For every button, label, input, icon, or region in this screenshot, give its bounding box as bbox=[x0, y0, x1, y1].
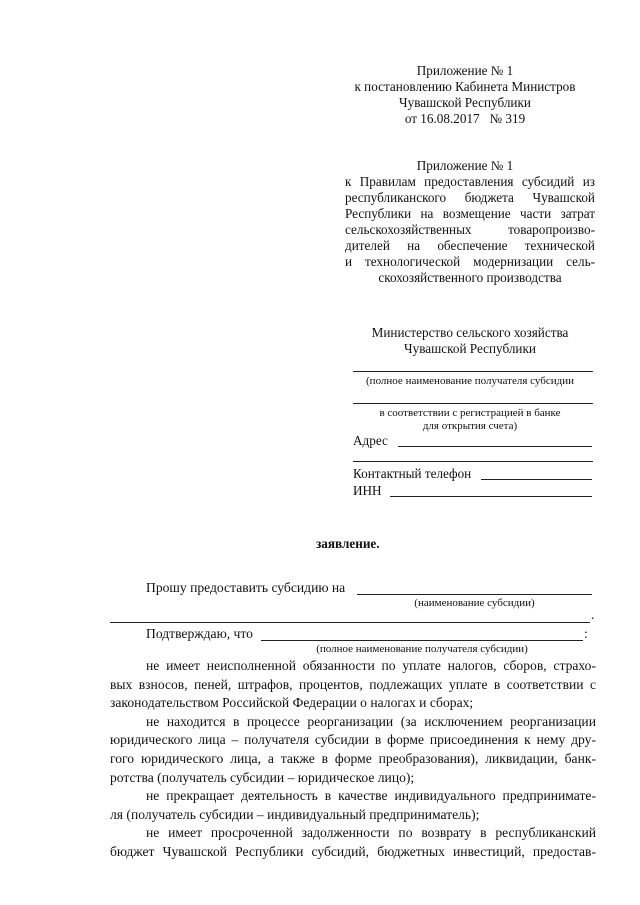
addressee-line: Министерство сельского хозяйства bbox=[371, 325, 569, 340]
body-text bbox=[110, 657, 596, 862]
address-label: Адрес bbox=[353, 433, 388, 448]
paragraph-line: не имеет просроченной задолженности по возврату в республиканский bbox=[146, 825, 596, 841]
appendix2-line: скохозяйственного производства bbox=[378, 270, 562, 285]
subsidy-hint: (наименование субсидии) bbox=[414, 597, 535, 609]
blank-line bbox=[353, 403, 593, 404]
appendix2-line: дителей на обеспечение технической bbox=[345, 238, 595, 253]
addressee-line: Чувашской Республики bbox=[404, 341, 536, 356]
inn-field[interactable] bbox=[390, 496, 592, 497]
appendix1-title: Приложение № 1 bbox=[416, 63, 514, 78]
appendix1-line: к постановлению Кабинета Министров bbox=[354, 79, 576, 94]
address-field-extra[interactable] bbox=[353, 461, 593, 462]
appendix2-line: сельскохозяйственных товаропроизво- bbox=[345, 222, 595, 237]
recipient-hint: (полное наименование получателя субсидии bbox=[366, 375, 574, 387]
appendix2-line: Республики на возмещение части затрат bbox=[345, 206, 595, 221]
subsidy-name-field[interactable] bbox=[357, 594, 592, 595]
trailing-dot: . bbox=[591, 607, 595, 622]
paragraph-line: не прекращает деятельность в качестве индивидуального предпринимате- bbox=[146, 788, 596, 804]
appendix2-title: Приложение № 1 bbox=[416, 158, 514, 173]
blank-line bbox=[353, 371, 593, 372]
paragraph-line: бюджет Чувашской Республики субсидий, бюджетных инвестиций, предостав- bbox=[110, 843, 596, 859]
appendix2-line: к Правилам предоставления субсидий из bbox=[345, 174, 595, 189]
confirm-colon: : bbox=[584, 626, 588, 641]
request-text: Прошу предоставить субсидию на bbox=[146, 580, 346, 595]
appendix1-date: от 16.08.2017 № 319 bbox=[404, 111, 526, 126]
paragraph-line: ля (получатель субсидии – индивидуальный предприниматель); bbox=[110, 806, 480, 822]
appendix2-line: республиканского бюджета Чувашской bbox=[345, 190, 595, 205]
paragraph-line: не имеет неисполненной обязанности по уплате налогов, сборов, страхо- bbox=[146, 658, 596, 673]
subsidy-name-field-extra[interactable] bbox=[110, 622, 590, 623]
phone-field[interactable] bbox=[481, 479, 592, 480]
recipient-name-hint: (полное наименование получателя субсидии) bbox=[316, 643, 528, 655]
confirm-text: Подтверждаю, что bbox=[146, 626, 253, 641]
paragraph-line: законодательством Российской Федерации о налогах и сборах; bbox=[110, 695, 474, 711]
paragraph-line: гого юридического лица, а также в форме преобразования), ликвидации, банк- bbox=[110, 750, 596, 766]
recipient-hint: в соответствии с регистрацией в банке bbox=[379, 407, 561, 419]
document-heading: заявление. bbox=[316, 536, 380, 551]
paragraph-line: юридического лица – получателя субсидии в форме присоединения к нему дру- bbox=[110, 732, 596, 748]
appendix2-body bbox=[345, 174, 595, 286]
inn-label: ИНН bbox=[353, 483, 382, 498]
paragraph-line: ротства (получатель субсидии – юридическое лицо); bbox=[110, 769, 415, 785]
appendix1-block bbox=[340, 63, 590, 127]
phone-label: Контактный телефон bbox=[353, 466, 472, 481]
appendix1-line: Чувашской Республики bbox=[399, 95, 531, 110]
appendix2-line: и технологической модернизации сель- bbox=[345, 254, 595, 269]
paragraph-line: вых взносов, пеней, штрафов, процентов, подлежащих уплате в соответствии с bbox=[110, 676, 596, 692]
recipient-hint: для открытия счета) bbox=[422, 420, 518, 432]
recipient-name-field[interactable] bbox=[261, 640, 583, 641]
address-field[interactable] bbox=[398, 446, 592, 447]
paragraph-line: не находится в процессе реорганизации (за исключением реорганизации bbox=[146, 713, 596, 729]
